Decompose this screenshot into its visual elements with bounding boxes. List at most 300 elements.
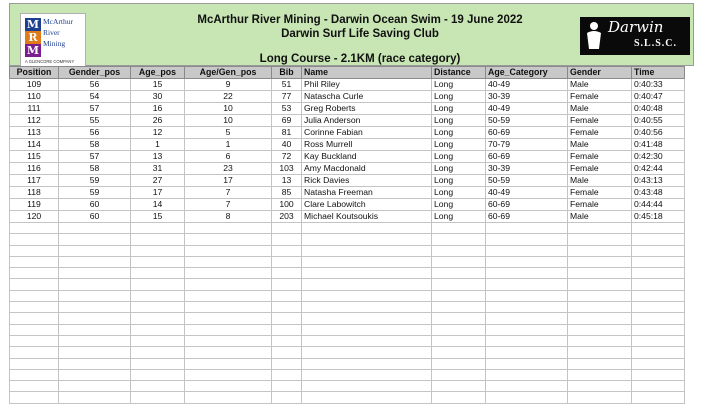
table-cell[interactable]: 1 [185, 139, 272, 151]
table-cell[interactable]: 59 [59, 187, 131, 199]
empty-cell[interactable] [432, 234, 486, 245]
empty-cell[interactable] [272, 313, 302, 324]
event-title: McArthur River Mining - Darwin Ocean Swim - 19 June 2022 [197, 14, 523, 26]
table-cell[interactable]: Michael Koutsoukis [302, 211, 432, 223]
table-cell[interactable]: 0:40:33 [632, 79, 685, 91]
empty-cell[interactable] [131, 313, 185, 324]
table-cell[interactable]: 0:43:13 [632, 175, 685, 187]
table-cell[interactable]: Long [432, 79, 486, 91]
empty-cell[interactable] [131, 256, 185, 267]
empty-cell[interactable] [486, 223, 568, 234]
empty-cell[interactable] [568, 245, 632, 256]
empty-cell[interactable] [632, 381, 685, 392]
table-cell[interactable]: 69 [272, 115, 302, 127]
empty-cell[interactable] [568, 313, 632, 324]
empty-cell[interactable] [432, 358, 486, 369]
table-cell[interactable]: Long [432, 187, 486, 199]
table-cell[interactable]: 60 [59, 199, 131, 211]
empty-cell[interactable] [272, 245, 302, 256]
table-cell[interactable]: 0:40:55 [632, 115, 685, 127]
logo-letter-m2: M [26, 44, 40, 57]
empty-cell[interactable] [185, 245, 272, 256]
empty-cell[interactable] [486, 324, 568, 335]
empty-cell[interactable] [185, 369, 272, 380]
table-cell[interactable]: 0:42:30 [632, 151, 685, 163]
empty-cell[interactable] [185, 268, 272, 279]
empty-cell[interactable] [59, 324, 131, 335]
table-cell[interactable]: 5 [185, 127, 272, 139]
empty-cell[interactable] [432, 381, 486, 392]
table-cell[interactable]: 117 [10, 175, 59, 187]
empty-cell[interactable] [632, 324, 685, 335]
empty-cell[interactable] [10, 335, 59, 346]
table-cell[interactable]: 119 [10, 199, 59, 211]
table-cell[interactable]: 115 [10, 151, 59, 163]
empty-cell[interactable] [432, 223, 486, 234]
table-cell[interactable]: Female [568, 91, 632, 103]
empty-cell[interactable] [632, 313, 685, 324]
empty-cell[interactable] [568, 223, 632, 234]
table-cell[interactable]: 59 [59, 175, 131, 187]
table-cell[interactable]: 8 [185, 211, 272, 223]
empty-cell[interactable] [302, 256, 432, 267]
empty-cell[interactable] [632, 290, 685, 301]
table-cell[interactable]: 9 [185, 79, 272, 91]
empty-cell[interactable] [432, 324, 486, 335]
table-cell[interactable]: Corinne Fabian [302, 127, 432, 139]
table-cell[interactable]: 7 [185, 187, 272, 199]
empty-cell[interactable] [632, 369, 685, 380]
empty-cell[interactable] [432, 245, 486, 256]
empty-cell[interactable] [10, 313, 59, 324]
empty-cell[interactable] [272, 290, 302, 301]
table-cell[interactable]: Kay Buckland [302, 151, 432, 163]
empty-cell[interactable] [131, 335, 185, 346]
empty-cell[interactable] [302, 358, 432, 369]
empty-cell[interactable] [486, 335, 568, 346]
table-cell[interactable]: Female [568, 115, 632, 127]
table-cell[interactable]: 60-69 [486, 127, 568, 139]
table-cell[interactable]: 118 [10, 187, 59, 199]
table-cell[interactable]: 6 [185, 151, 272, 163]
table-cell[interactable]: 23 [185, 163, 272, 175]
empty-cell[interactable] [486, 268, 568, 279]
empty-cell[interactable] [59, 392, 131, 403]
empty-cell[interactable] [59, 347, 131, 358]
empty-cell[interactable] [568, 268, 632, 279]
empty-cell[interactable] [302, 223, 432, 234]
table-cell[interactable]: 58 [59, 139, 131, 151]
table-cell[interactable]: 0:41:48 [632, 139, 685, 151]
table-cell[interactable]: Amy Macdonald [302, 163, 432, 175]
empty-cell[interactable] [568, 256, 632, 267]
empty-cell[interactable] [59, 234, 131, 245]
empty-cell[interactable] [131, 358, 185, 369]
empty-cell[interactable] [59, 279, 131, 290]
table-cell[interactable]: 13 [272, 175, 302, 187]
empty-cell[interactable] [272, 369, 302, 380]
table-cell[interactable]: 17 [131, 187, 185, 199]
table-cell[interactable]: 22 [185, 91, 272, 103]
empty-cell[interactable] [568, 347, 632, 358]
empty-cell[interactable] [59, 369, 131, 380]
table-cell[interactable]: 16 [131, 103, 185, 115]
empty-cell[interactable] [185, 279, 272, 290]
empty-cell[interactable] [568, 290, 632, 301]
empty-cell[interactable] [432, 369, 486, 380]
table-cell[interactable]: 114 [10, 139, 59, 151]
empty-cell[interactable] [302, 279, 432, 290]
empty-row [10, 313, 685, 324]
empty-cell[interactable] [272, 256, 302, 267]
empty-cell[interactable] [59, 335, 131, 346]
table-cell[interactable]: Long [432, 91, 486, 103]
empty-cell[interactable] [59, 313, 131, 324]
empty-cell[interactable] [59, 268, 131, 279]
empty-cell[interactable] [632, 256, 685, 267]
table-cell[interactable]: 57 [59, 103, 131, 115]
table-cell[interactable]: 0:40:56 [632, 127, 685, 139]
empty-cell[interactable] [131, 381, 185, 392]
empty-cell[interactable] [10, 324, 59, 335]
darwin-slsc-logo [580, 17, 690, 55]
empty-cell[interactable] [302, 268, 432, 279]
empty-cell[interactable] [486, 358, 568, 369]
table-cell[interactable]: 56 [59, 79, 131, 91]
table-cell[interactable]: 0:44:44 [632, 199, 685, 211]
table-cell[interactable]: Long [432, 211, 486, 223]
table-cell[interactable]: 50-59 [486, 115, 568, 127]
table-cell[interactable]: 70-79 [486, 139, 568, 151]
column-header[interactable]: Gender_pos [59, 67, 131, 79]
table-cell[interactable]: Greg Roberts [302, 103, 432, 115]
empty-cell[interactable] [185, 358, 272, 369]
table-cell[interactable]: 113 [10, 127, 59, 139]
empty-cell[interactable] [59, 381, 131, 392]
column-header[interactable]: Bib [272, 67, 302, 79]
table-cell[interactable]: Long [432, 175, 486, 187]
empty-cell[interactable] [131, 369, 185, 380]
table-cell[interactable]: 112 [10, 115, 59, 127]
empty-cell[interactable] [632, 358, 685, 369]
table-cell[interactable]: 0:43:48 [632, 187, 685, 199]
empty-cell[interactable] [486, 392, 568, 403]
table-cell[interactable]: 0:40:47 [632, 91, 685, 103]
table-cell[interactable]: 56 [59, 127, 131, 139]
empty-cell[interactable] [302, 302, 432, 313]
table-cell[interactable]: Long [432, 139, 486, 151]
empty-cell[interactable] [632, 335, 685, 346]
empty-cell[interactable] [185, 324, 272, 335]
empty-cell[interactable] [10, 347, 59, 358]
empty-cell[interactable] [432, 313, 486, 324]
table-cell[interactable]: Long [432, 163, 486, 175]
table-cell[interactable]: 0:45:18 [632, 211, 685, 223]
empty-cell[interactable] [10, 381, 59, 392]
empty-cell[interactable] [10, 223, 59, 234]
table-cell[interactable]: 103 [272, 163, 302, 175]
empty-cell[interactable] [272, 347, 302, 358]
table-cell[interactable]: 12 [131, 127, 185, 139]
empty-cell[interactable] [302, 324, 432, 335]
table-cell[interactable]: Rick Davies [302, 175, 432, 187]
empty-cell[interactable] [185, 290, 272, 301]
empty-cell[interactable] [486, 302, 568, 313]
empty-cell[interactable] [486, 245, 568, 256]
table-cell[interactable]: Male [568, 139, 632, 151]
empty-cell[interactable] [486, 313, 568, 324]
table-cell[interactable]: 40-49 [486, 187, 568, 199]
empty-row [10, 245, 685, 256]
table-cell[interactable]: 50-59 [486, 175, 568, 187]
table-cell[interactable]: 40-49 [486, 103, 568, 115]
empty-cell[interactable] [568, 392, 632, 403]
empty-cell[interactable] [632, 245, 685, 256]
table-cell[interactable]: 110 [10, 91, 59, 103]
empty-cell[interactable] [10, 234, 59, 245]
table-cell[interactable]: 111 [10, 103, 59, 115]
table-cell[interactable]: 30-39 [486, 91, 568, 103]
empty-cell[interactable] [272, 234, 302, 245]
empty-cell[interactable] [486, 234, 568, 245]
empty-cell[interactable] [272, 279, 302, 290]
table-cell[interactable]: 109 [10, 79, 59, 91]
table-cell[interactable]: 57 [59, 151, 131, 163]
empty-cell[interactable] [302, 234, 432, 245]
table-cell[interactable]: 203 [272, 211, 302, 223]
table-cell[interactable]: 10 [185, 115, 272, 127]
empty-cell[interactable] [632, 279, 685, 290]
empty-row [10, 223, 685, 234]
mcarthur-river-mining-logo [20, 13, 86, 67]
table-cell[interactable]: Female [568, 199, 632, 211]
table-cell[interactable]: Long [432, 151, 486, 163]
empty-cell[interactable] [632, 268, 685, 279]
empty-cell[interactable] [632, 392, 685, 403]
table-cell[interactable]: 40-49 [486, 79, 568, 91]
empty-row [10, 268, 685, 279]
table-cell[interactable]: Male [568, 79, 632, 91]
empty-cell[interactable] [302, 313, 432, 324]
table-cell[interactable]: Male [568, 211, 632, 223]
table-cell[interactable]: 81 [272, 127, 302, 139]
column-header[interactable]: Gender [568, 67, 632, 79]
empty-cell[interactable] [568, 358, 632, 369]
empty-cell[interactable] [272, 392, 302, 403]
column-header[interactable]: Time [632, 67, 685, 79]
table-cell[interactable]: Female [568, 151, 632, 163]
empty-cell[interactable] [59, 256, 131, 267]
table-cell[interactable]: Natascha Curle [302, 91, 432, 103]
empty-cell[interactable] [302, 335, 432, 346]
empty-cell[interactable] [632, 302, 685, 313]
empty-cell[interactable] [632, 347, 685, 358]
empty-cell[interactable] [10, 358, 59, 369]
table-cell[interactable]: 30 [131, 91, 185, 103]
table-cell[interactable]: 26 [131, 115, 185, 127]
empty-cell[interactable] [432, 268, 486, 279]
table-cell[interactable]: Female [568, 163, 632, 175]
empty-cell[interactable] [185, 256, 272, 267]
empty-cell[interactable] [568, 369, 632, 380]
empty-cell[interactable] [131, 234, 185, 245]
empty-cell[interactable] [432, 290, 486, 301]
table-cell[interactable]: Ross Murrell [302, 139, 432, 151]
table-cell[interactable]: 30-39 [486, 163, 568, 175]
table-cell[interactable]: 7 [185, 199, 272, 211]
empty-cell[interactable] [185, 313, 272, 324]
table-cell[interactable]: 77 [272, 91, 302, 103]
table-cell[interactable]: Clare Labowitch [302, 199, 432, 211]
table-cell[interactable]: 60-69 [486, 211, 568, 223]
empty-cell[interactable] [486, 279, 568, 290]
empty-cell[interactable] [59, 302, 131, 313]
table-cell[interactable]: 10 [185, 103, 272, 115]
empty-cell[interactable] [432, 256, 486, 267]
table-cell[interactable]: 53 [272, 103, 302, 115]
table-cell[interactable]: Phil Riley [302, 79, 432, 91]
empty-cell[interactable] [131, 279, 185, 290]
empty-cell[interactable] [10, 279, 59, 290]
empty-cell[interactable] [10, 245, 59, 256]
empty-cell[interactable] [302, 290, 432, 301]
empty-cell[interactable] [59, 290, 131, 301]
empty-cell[interactable] [432, 392, 486, 403]
empty-cell[interactable] [59, 245, 131, 256]
table-cell[interactable]: Female [568, 187, 632, 199]
empty-cell[interactable] [10, 290, 59, 301]
table-cell[interactable]: 85 [272, 187, 302, 199]
table-cell[interactable]: Long [432, 199, 486, 211]
empty-cell[interactable] [59, 358, 131, 369]
column-header[interactable]: Age_pos [131, 67, 185, 79]
column-header[interactable]: Age/Gen_pos [185, 67, 272, 79]
empty-cell[interactable] [632, 234, 685, 245]
empty-cell[interactable] [486, 369, 568, 380]
table-cell[interactable]: Male [568, 103, 632, 115]
empty-cell[interactable] [131, 324, 185, 335]
table-cell[interactable]: 55 [59, 115, 131, 127]
empty-cell[interactable] [10, 392, 59, 403]
table-cell[interactable]: 60-69 [486, 151, 568, 163]
empty-cell[interactable] [302, 347, 432, 358]
empty-cell[interactable] [568, 279, 632, 290]
table-cell[interactable]: Long [432, 103, 486, 115]
empty-cell[interactable] [272, 324, 302, 335]
empty-cell[interactable] [568, 324, 632, 335]
empty-cell[interactable] [568, 335, 632, 346]
table-cell[interactable]: 40 [272, 139, 302, 151]
empty-cell[interactable] [568, 302, 632, 313]
empty-cell[interactable] [568, 234, 632, 245]
table-cell[interactable]: 60 [59, 211, 131, 223]
empty-cell[interactable] [10, 302, 59, 313]
empty-cell[interactable] [486, 256, 568, 267]
empty-cell[interactable] [272, 268, 302, 279]
empty-cell[interactable] [272, 335, 302, 346]
table-cell[interactable]: 15 [131, 79, 185, 91]
empty-cell[interactable] [185, 381, 272, 392]
empty-cell[interactable] [185, 335, 272, 346]
table-cell[interactable]: 100 [272, 199, 302, 211]
table-cell[interactable]: Julia Anderson [302, 115, 432, 127]
empty-cell[interactable] [272, 302, 302, 313]
empty-cell[interactable] [302, 381, 432, 392]
empty-cell[interactable] [131, 223, 185, 234]
table-cell[interactable]: 60-69 [486, 199, 568, 211]
empty-cell[interactable] [10, 369, 59, 380]
table-cell[interactable]: 27 [131, 175, 185, 187]
table-cell[interactable]: 72 [272, 151, 302, 163]
table-cell[interactable]: 120 [10, 211, 59, 223]
empty-cell[interactable] [185, 234, 272, 245]
empty-cell[interactable] [432, 279, 486, 290]
table-cell[interactable]: 1 [131, 139, 185, 151]
empty-cell[interactable] [185, 223, 272, 234]
empty-cell[interactable] [302, 369, 432, 380]
table-cell[interactable]: 14 [131, 199, 185, 211]
empty-cell[interactable] [302, 245, 432, 256]
empty-cell[interactable] [432, 302, 486, 313]
empty-cell[interactable] [131, 302, 185, 313]
table-cell[interactable]: 13 [131, 151, 185, 163]
table-cell[interactable]: 116 [10, 163, 59, 175]
empty-cell[interactable] [131, 245, 185, 256]
empty-cell[interactable] [568, 381, 632, 392]
column-header[interactable]: Name [302, 67, 432, 79]
empty-cell[interactable] [131, 347, 185, 358]
table-cell[interactable]: 54 [59, 91, 131, 103]
empty-cell[interactable] [302, 392, 432, 403]
empty-cell[interactable] [10, 256, 59, 267]
empty-cell[interactable] [185, 302, 272, 313]
column-header[interactable]: Age_Category [486, 67, 568, 79]
empty-cell[interactable] [486, 381, 568, 392]
column-header[interactable]: Position [10, 67, 59, 79]
table-cell[interactable]: 51 [272, 79, 302, 91]
empty-cell[interactable] [131, 268, 185, 279]
table-cell[interactable]: Male [568, 175, 632, 187]
empty-cell[interactable] [272, 223, 302, 234]
table-cell[interactable]: 0:40:48 [632, 103, 685, 115]
empty-cell[interactable] [131, 392, 185, 403]
empty-row [10, 256, 685, 267]
table-cell[interactable]: Long [432, 115, 486, 127]
empty-cell[interactable] [486, 290, 568, 301]
empty-cell[interactable] [486, 347, 568, 358]
table-cell[interactable]: Female [568, 127, 632, 139]
empty-cell[interactable] [432, 335, 486, 346]
empty-cell[interactable] [185, 347, 272, 358]
table-cell[interactable]: Natasha Freeman [302, 187, 432, 199]
empty-cell[interactable] [272, 358, 302, 369]
table-cell[interactable]: 17 [185, 175, 272, 187]
empty-cell[interactable] [432, 347, 486, 358]
table-row [10, 199, 685, 211]
empty-cell[interactable] [10, 268, 59, 279]
empty-cell[interactable] [632, 223, 685, 234]
empty-cell[interactable] [185, 392, 272, 403]
table-cell[interactable]: 0:42:44 [632, 163, 685, 175]
table-cell[interactable]: Long [432, 127, 486, 139]
table-cell[interactable]: 15 [131, 211, 185, 223]
column-header[interactable]: Distance [432, 67, 486, 79]
table-cell[interactable]: 58 [59, 163, 131, 175]
empty-cell[interactable] [59, 223, 131, 234]
table-cell[interactable]: 31 [131, 163, 185, 175]
empty-cell[interactable] [131, 290, 185, 301]
empty-cell[interactable] [272, 381, 302, 392]
